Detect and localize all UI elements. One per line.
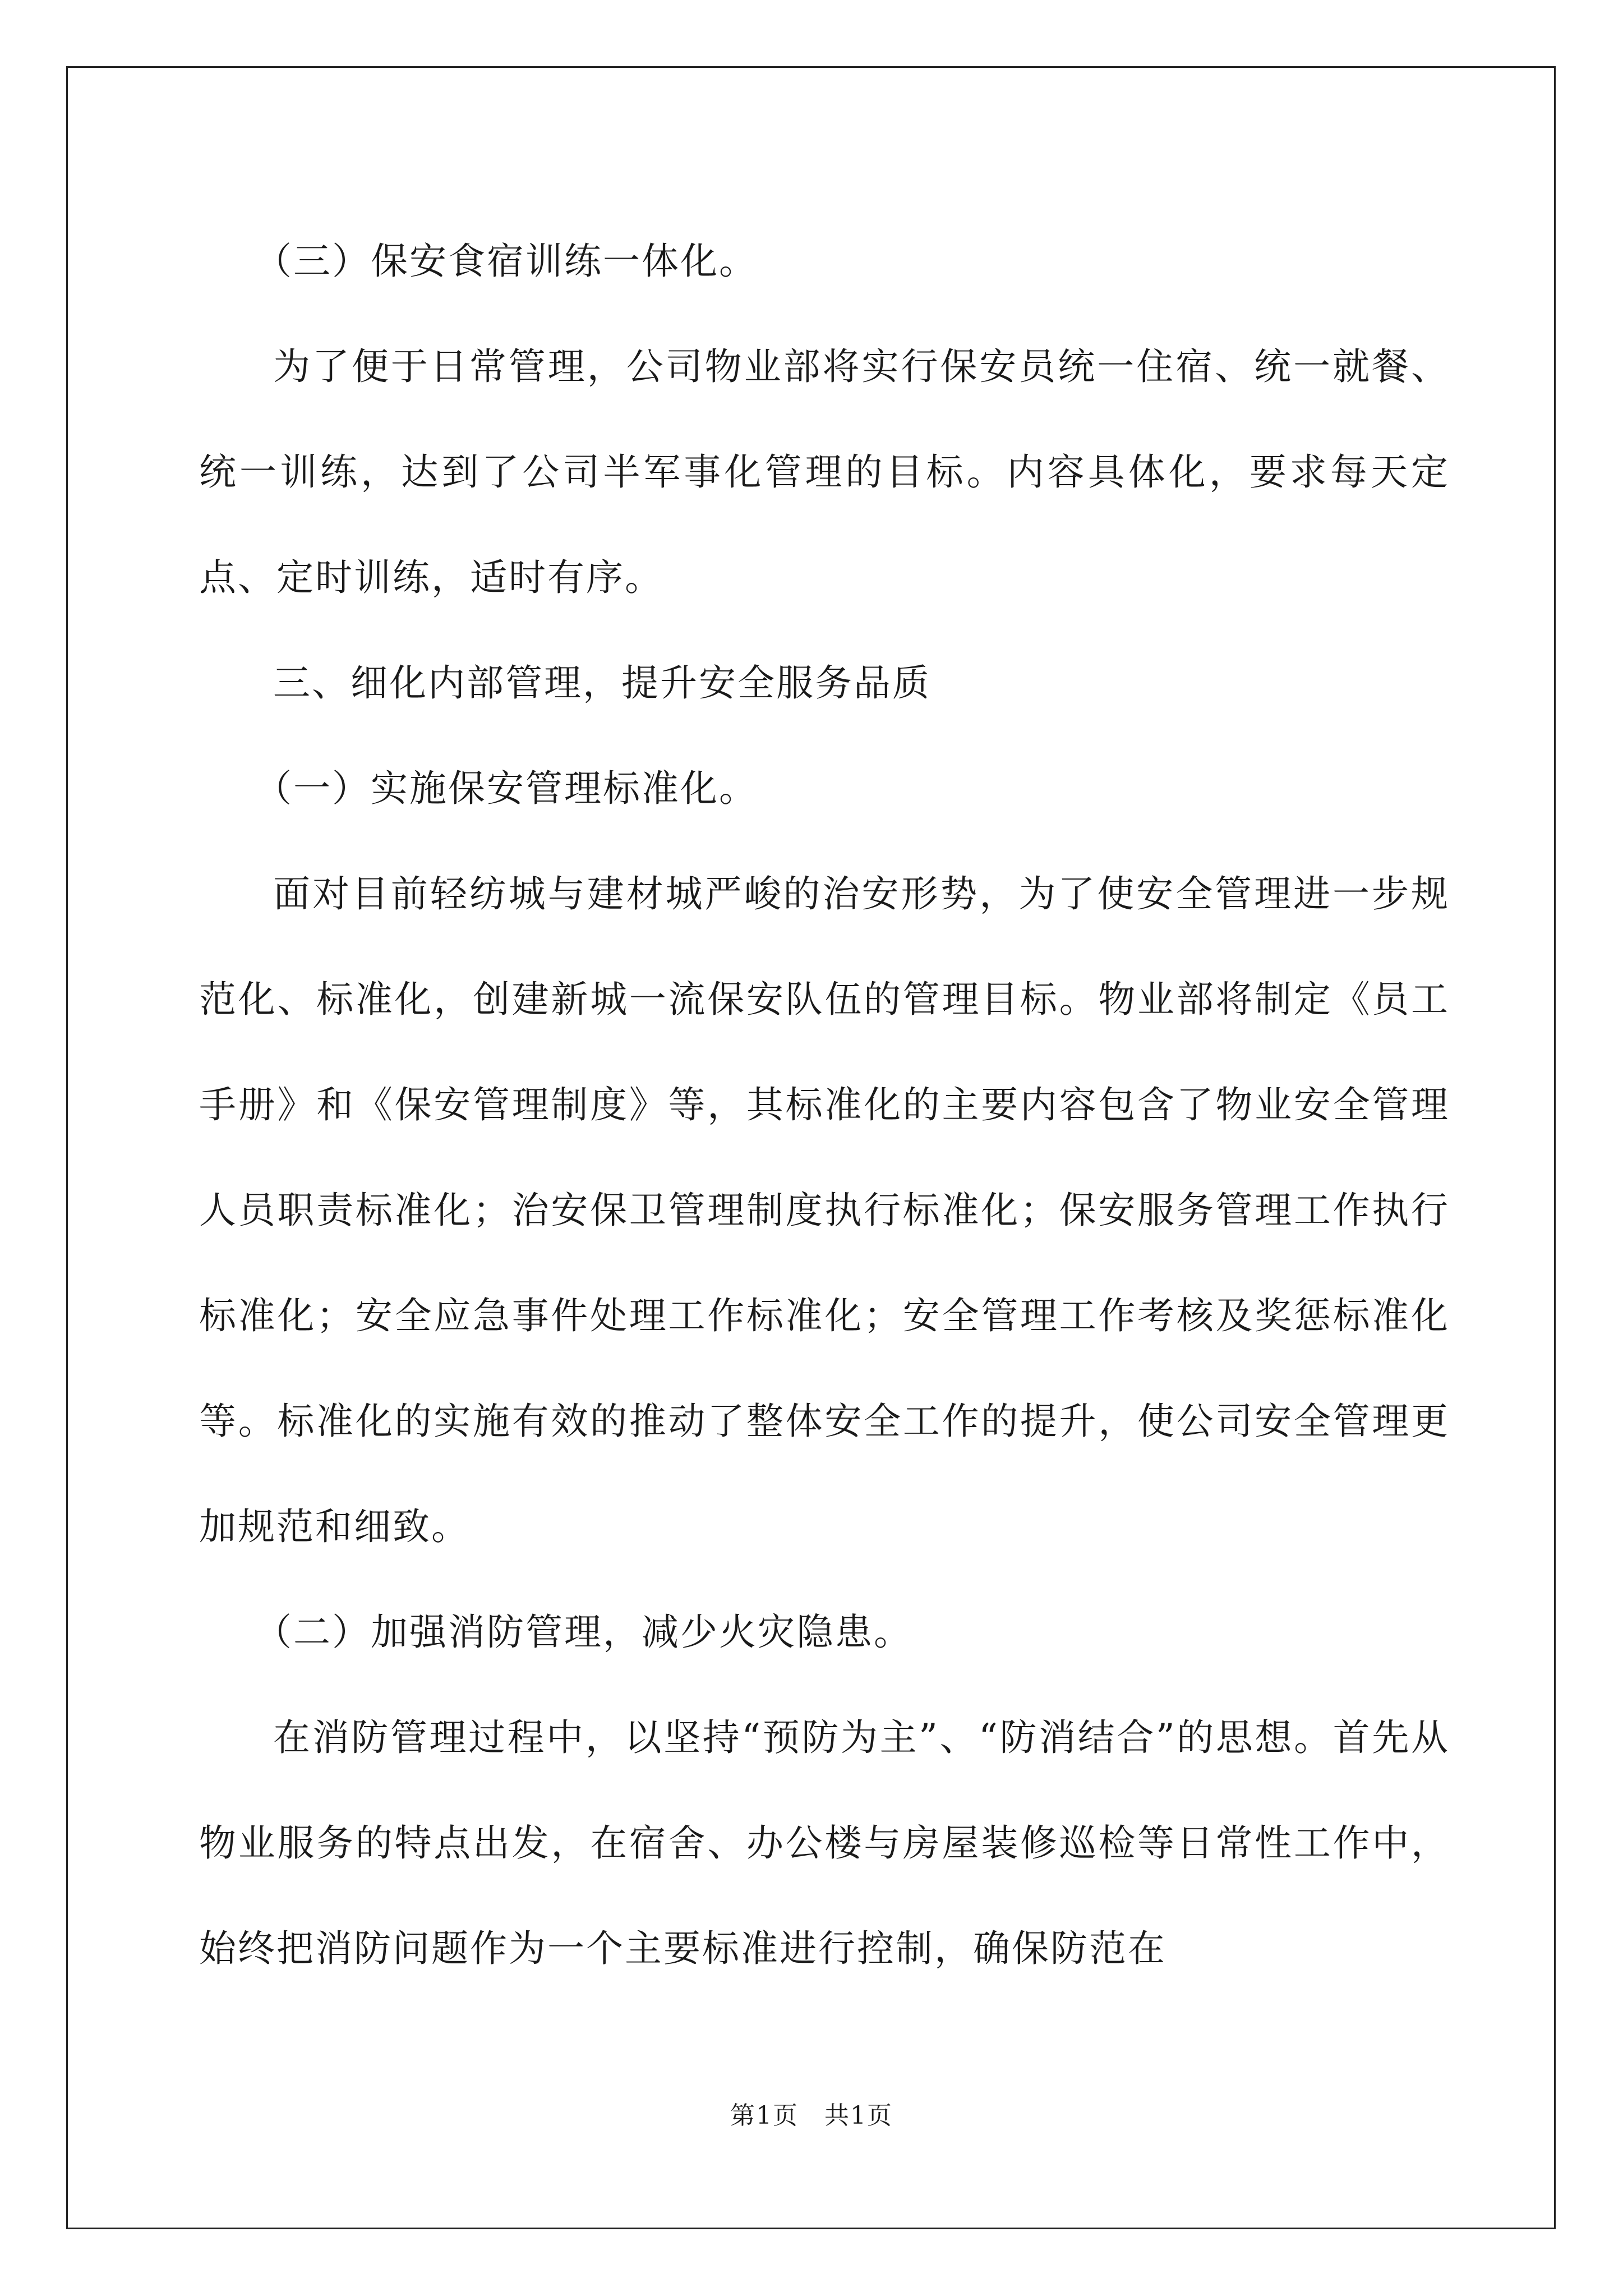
paragraph-fire-management: 在消防管理过程中，以坚持“预防为主”、“防消结合”的思想。首先从物业服务的特点出发，在宿舍、办公楼与房屋装修巡检等日常性工作中，始终把消防问题作为一个主要标准进行控制，确保防范在 bbox=[199, 1716, 1450, 1970]
section-heading-3-3: （三）保安食宿训练一体化。 bbox=[255, 240, 758, 283]
section-heading-3-1: （一）实施保安管理标准化。 bbox=[255, 767, 758, 810]
page-number: 第1页 共1页 bbox=[730, 2101, 893, 2130]
document-body bbox=[199, 209, 1450, 2001]
page-footer bbox=[0, 2095, 1623, 2131]
paragraph-standardization: 面对目前轻纺城与建材城严峻的治安形势，为了使安全管理进一步规范化、标准化，创建新城一流保安队伍的管理目标。物业部将制定《员工手册》和《保安管理制度》等，其标准化的主要内容包含了物业安全管理人员职责标准化；治安保卫管理制度执行标准化；保安服务管理工作执行标准化；安全应急事件处理工作标准化；安全管理工作考核及奖惩标准化等。标准化的实施有效的推动了整体安全工作的提升，使公司安全管理更加规范和细致。 bbox=[199, 872, 1450, 1548]
paragraph-unified-accommodation: 为了便于日常管理，公司物业部将实行保安员统一住宿、统一就餐、统一训练，达到了公司半军事化管理的目标。内容具体化，要求每天定点、定时训练，适时有序。 bbox=[199, 345, 1450, 599]
section-heading-3-2: （二）加强消防管理，减少火灾隐患。 bbox=[255, 1611, 912, 1654]
section-heading-3: 三、细化内部管理，提升安全服务品质 bbox=[273, 661, 931, 705]
